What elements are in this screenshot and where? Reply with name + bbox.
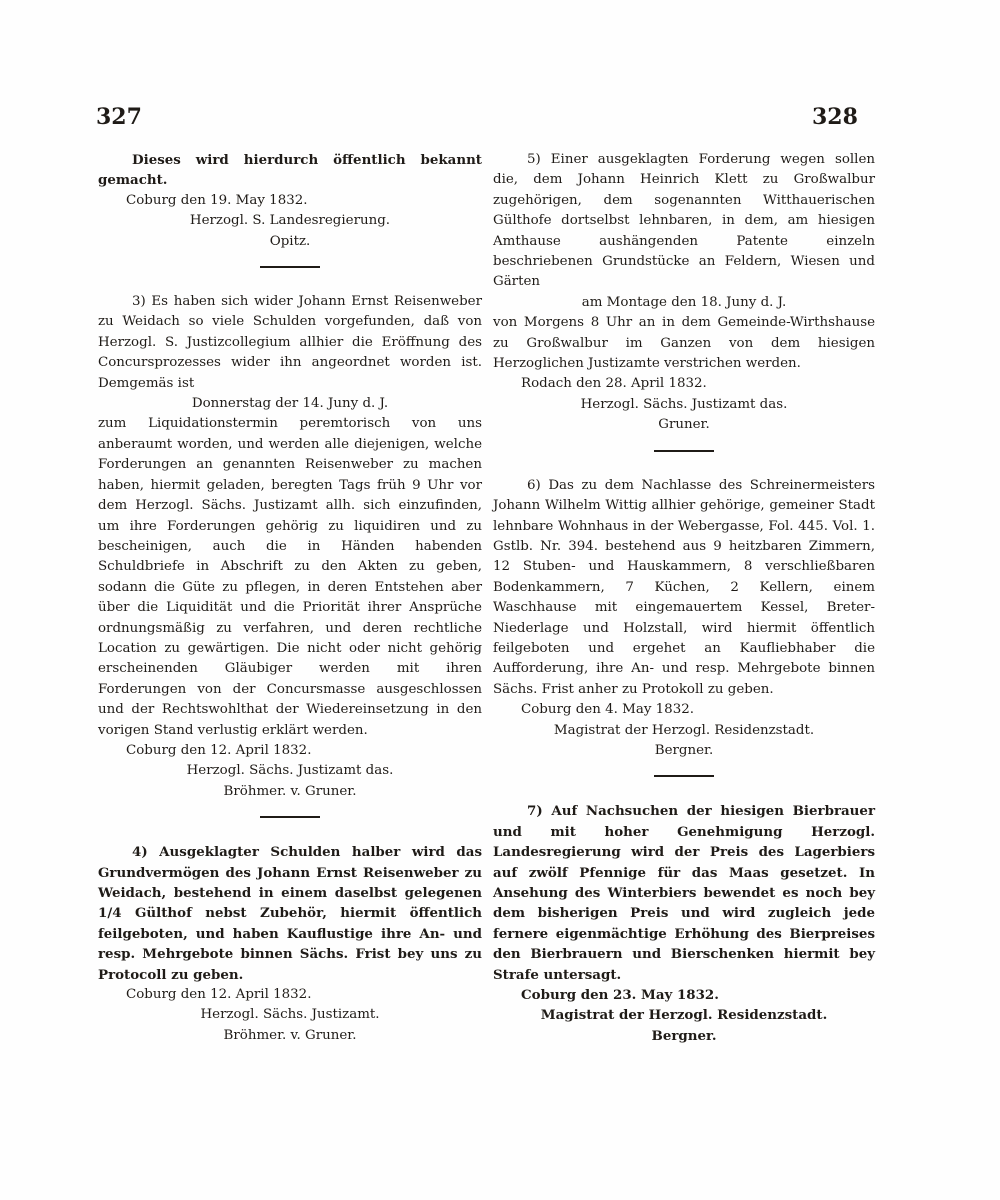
notice5-issuer: Herzogl. Sächs. Justizamt das. [580,396,788,412]
separator-rule [260,816,320,818]
notice1-issuer: Herzogl. S. Landesregierung. [189,213,391,229]
notice5-signer: Gruner. [658,417,710,433]
notice4-signer: Bröhmer. v. Gruner. [223,1027,357,1043]
notice4-date: Coburg den 12. April 1832. [126,987,312,1003]
show-through-text [330,86,790,112]
page-number-left: 327 [96,104,142,130]
page-number-right: 328 [812,104,858,130]
notice1-signer: Opitz. [269,233,311,249]
separator-rule [654,775,714,777]
notice5-text-b: von Morgens 8 Uhr an in dem Gemeinde-Wirthshause zu Großwalbur im Ganzen von dem hiesigen Herzoglichen Justizamte verstrichen werden. [493,315,875,372]
notice5-date-line: am Montage den 18. Juny d. J. [581,294,787,310]
notice3-date-line: Donnerstag der 14. Juny d. J. [191,396,389,412]
notice7-issuer: Magistrat der Herzogl. Residenzstadt. [540,1007,828,1024]
notice3-text-b: zum Liquidationstermin peremtorisch von uns anberaumt worden, und werden alle diejenigen, welche Forderungen an genannten Reisenweber zu machen haben, hiermit geladen, beregten Tags früh 9 Uhr vor dem Herzogl. Sächs. Justizamt allh. sich einzufinden, um ihre Forderungen gehörig zu liquidiren und zu bescheinigen, auch die in Händen habenden Schuldbriefe in Abschrift zu den Akten zu geben, sodann die Güte zu pflegen, in deren Entstehen aber über die Liquidität und die Priorität ihrer Ansprüche ordnungsmäßig zu verfahren, und deren rechtliche Location zu gewärtigen. Die nicht oder nicht gehörig erscheinenden Gläubiger werden mit ihren Forderungen von der Concursmasse ausgeschlossen und der Rechtswohlthat der Wiedereinsetzung in den vorigen Stand verlustig erklärt werden. [98,416,482,738]
notice7-text: 7) Auf Nachsuchen der hiesigen Bierbrauer und mit hoher Genehmigung Herzogl. Landesregierung wird der Preis des Lagerbiers auf zwölf Pfennige für das Maas gesetzet. In Ansehung des Winterbiers bewendet es noch bey dem bisherigen Preis und wird zugleich jede fernere eigenmächtige Erhöhung des Bierpreises den Bierbrauern und Bierschenken hiermit bey Strafe untersagt. [493,803,875,983]
notice5-text-a: 5) Einer ausgeklagten Forderung wegen sollen die, dem Johann Heinrich Klett zu Großwalbur zugehörigen, dem sogenannten Witthauerischen Gülthofe dortselbst lehnbaren, in dem, am hiesigen Amthause aushängenden Patente einzeln beschriebenen Grundstücke an Feldern, Wiesen und Gärten [493,152,875,290]
notice7-signer: Bergner. [651,1027,717,1044]
notice3-issuer: Herzogl. Sächs. Justizamt das. [186,763,394,779]
notice1-date: Coburg den 19. May 1832. [126,192,308,208]
separator-rule [654,450,714,452]
notice3-text-a: 3) Es haben sich wider Johann Ernst Reisenweber zu Weidach so viele Schulden vorgefunden, daß von Herzogl. S. Justizcollegium allhier die Eröffnung des Concursprozesses wider ihn angeordnet worden ist. Demgemäs ist [98,294,482,391]
left-column [98,150,482,1046]
notice4-text: 4) Ausgeklagter Schulden halber wird das Grundvermögen des Johann Ernst Reisenweber zu Weidach, bestehend in einem daselbst gelegenen 1/4 Gülthof nebst Zubehör, hiermit öffentlich feilgeboten, und haben Kauflustige ihre An- und resp. Mehrgebote binnen Sächs. Frist bey uns zu Protocoll zu geben. [98,844,482,983]
notice6-text: 6) Das zu dem Nachlasse des Schreinermeisters Johann Wilhelm Wittig allhier gehörige, gemeiner Stadt lehnbare Wohnhaus in der Webergasse, Fol. 445. Vol. 1. Gstlb. Nr. 394. bestehend aus 9 heitzbaren Zimmern, 12 Stuben- und Hauskammern, 8 verschließbaren Bodenkammern, 7 Küchen, 2 Kellern, einem Waschhause mit eingemauertem Kessel, Breter-Niederlage und Holzstall, wird hiermit öffentlich feilgeboten und ergehet an Kaufliebhaber die Aufforderung, ihre An- und resp. Mehrgebote binnen Sächs. Frist anher zu Protokoll zu geben. [493,477,875,697]
separator-rule [260,266,320,268]
notice5-date: Rodach den 28. April 1832. [521,376,707,392]
notice7-date: Coburg den 23. May 1832. [521,987,719,1004]
notice3-signer: Bröhmer. v. Gruner. [223,783,357,799]
notice6-issuer: Magistrat der Herzogl. Residenzstadt. [553,722,815,738]
notice6-date: Coburg den 4. May 1832. [521,702,694,718]
notice1-text: Dieses wird hierdurch öffentlich bekannt gemacht. [98,152,482,189]
right-column [493,150,875,1046]
notice6-signer: Bergner. [654,742,714,758]
notice3-date: Coburg den 12. April 1832. [126,742,312,758]
notice4-issuer: Herzogl. Sächs. Justizamt. [200,1007,380,1023]
